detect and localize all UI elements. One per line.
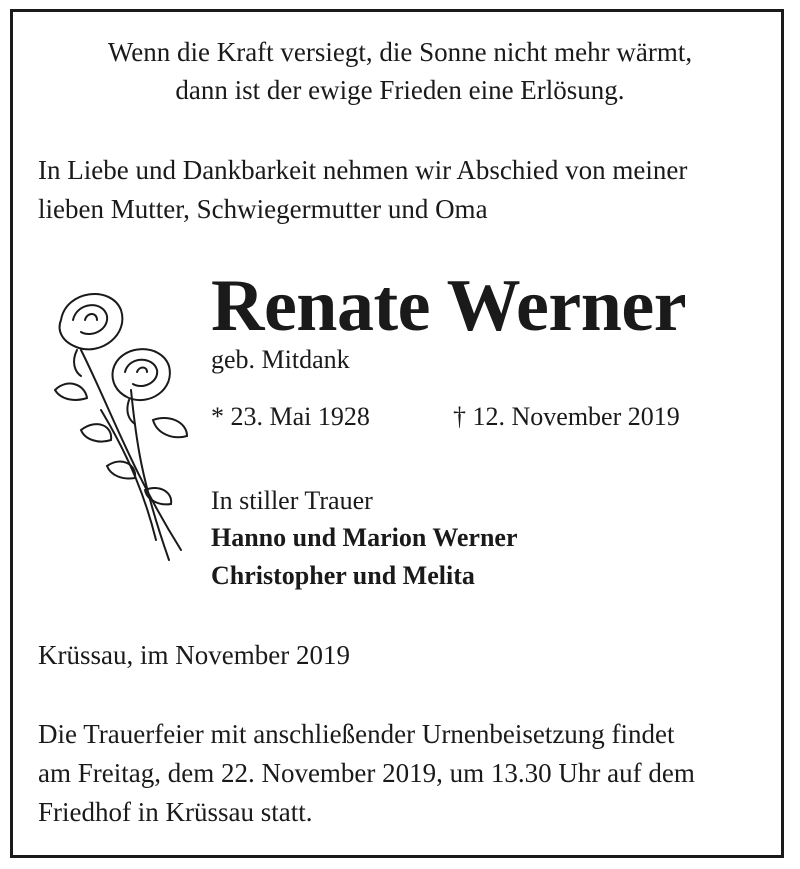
funeral-line-2: am Freitag, dem 22. November 2019, um 13.30 Uhr auf dem — [38, 758, 695, 788]
obituary-frame — [10, 9, 784, 858]
death-date: † 12. November 2019 — [453, 402, 680, 431]
intro-line-1: In Liebe und Dankbarkeit nehmen wir Abschied von meiner — [38, 155, 688, 185]
funeral-line-1: Die Trauerfeier mit anschließender Urnenbeisetzung findet — [38, 719, 675, 749]
deceased-name: Renate Werner — [211, 265, 687, 347]
maiden-name: geb. Mitdank — [211, 345, 350, 374]
mourners-line-2: Christopher und Melita — [211, 561, 475, 590]
mourners-line-1: Hanno und Marion Werner — [211, 523, 518, 552]
place-date: Krüssau, im November 2019 — [38, 640, 350, 670]
birth-date: * 23. Mai 1928 — [211, 402, 370, 431]
mourners-heading: In stiller Trauer — [211, 486, 373, 515]
motto-line-1: Wenn die Kraft versiegt, die Sonne nicht mehr wärmt, — [107, 37, 693, 67]
intro-line-2: lieben Mutter, Schwiegermutter und Oma — [38, 194, 488, 224]
funeral-line-3: Friedhof in Krüssau statt. — [38, 797, 313, 827]
rose-icon — [41, 280, 201, 580]
motto-line-2: dann ist der ewige Frieden eine Erlösung. — [175, 75, 625, 105]
